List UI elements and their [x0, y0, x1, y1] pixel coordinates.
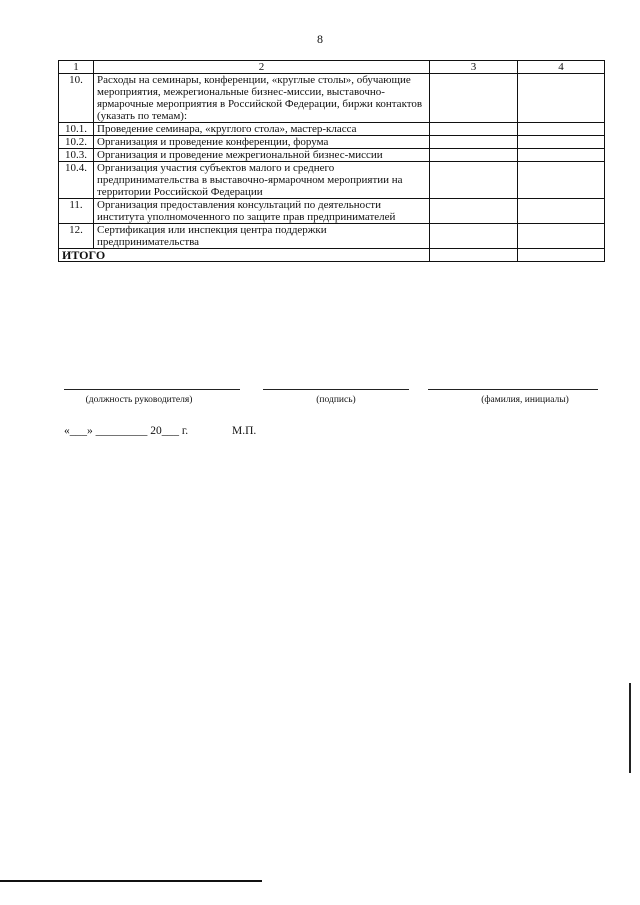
table-row: [59, 162, 605, 199]
total-value-cell: [430, 249, 518, 262]
name-caption: (фамилия, инициалы): [481, 395, 569, 405]
table-row: [59, 74, 605, 123]
table-row: [59, 224, 605, 249]
name-signature-line: [428, 389, 598, 390]
value-cell: [430, 136, 518, 149]
row-number: 10.4.: [59, 162, 94, 199]
position-caption: (должность руководителя): [85, 395, 193, 405]
stamp-label: М.П.: [232, 425, 257, 437]
row-text: Проведение семинара, «круглого стола», мастер-класса: [94, 123, 430, 136]
row-text: Организация предоставления консультаций по деятельности института уполномоченного по защите прав предпринимателей: [94, 199, 430, 224]
value-cell: [518, 136, 605, 149]
page-number: 8: [317, 32, 323, 46]
scan-edge-mark: [629, 683, 631, 773]
scan-edge-mark: [0, 880, 262, 882]
row-text: Организация и проведение конференции, форума: [94, 136, 430, 149]
value-cell: [518, 224, 605, 249]
column-header: 1: [59, 61, 94, 74]
row-text: Организация и проведение межрегиональной бизнес-миссии: [94, 149, 430, 162]
position-signature-line: [64, 389, 240, 390]
total-row: [59, 249, 605, 262]
value-cell: [430, 224, 518, 249]
date-line: «___» _________ 20___ г.: [64, 425, 189, 437]
row-text: Сертификация или инспекция центра поддержки предпринимательства: [94, 224, 430, 249]
row-number: 12.: [59, 224, 94, 249]
row-number: 10.: [59, 74, 94, 123]
value-cell: [430, 162, 518, 199]
value-cell: [518, 199, 605, 224]
value-cell: [430, 199, 518, 224]
signature-caption: (подпись): [316, 395, 356, 405]
column-header: 4: [518, 61, 605, 74]
total-label: ИТОГО: [59, 249, 430, 262]
value-cell: [430, 74, 518, 123]
total-value-cell: [518, 249, 605, 262]
signature-line: [263, 389, 409, 390]
column-header: 2: [94, 61, 430, 74]
value-cell: [430, 149, 518, 162]
table-row: [59, 149, 605, 162]
value-cell: [518, 123, 605, 136]
row-number: 10.1.: [59, 123, 94, 136]
table-row: [59, 123, 605, 136]
value-cell: [430, 123, 518, 136]
row-text: Организация участия субъектов малого и среднего предпринимательства в выставочно-ярмарочном мероприятии на территории Российской Федерации: [94, 162, 430, 199]
table-row: [59, 136, 605, 149]
value-cell: [518, 149, 605, 162]
table-header-row: [59, 61, 605, 74]
expense-table: [58, 60, 605, 262]
value-cell: [518, 74, 605, 123]
column-header: 3: [430, 61, 518, 74]
value-cell: [518, 162, 605, 199]
row-text: Расходы на семинары, конференции, «круглые столы», обучающие мероприятия, межрегиональные бизнес-миссии, выставочно-ярмарочные мероприятия в Российской Федерации, биржи контактов (указать по темам):: [94, 74, 430, 123]
row-number: 10.2.: [59, 136, 94, 149]
table-row: [59, 199, 605, 224]
row-number: 10.3.: [59, 149, 94, 162]
row-number: 11.: [59, 199, 94, 224]
